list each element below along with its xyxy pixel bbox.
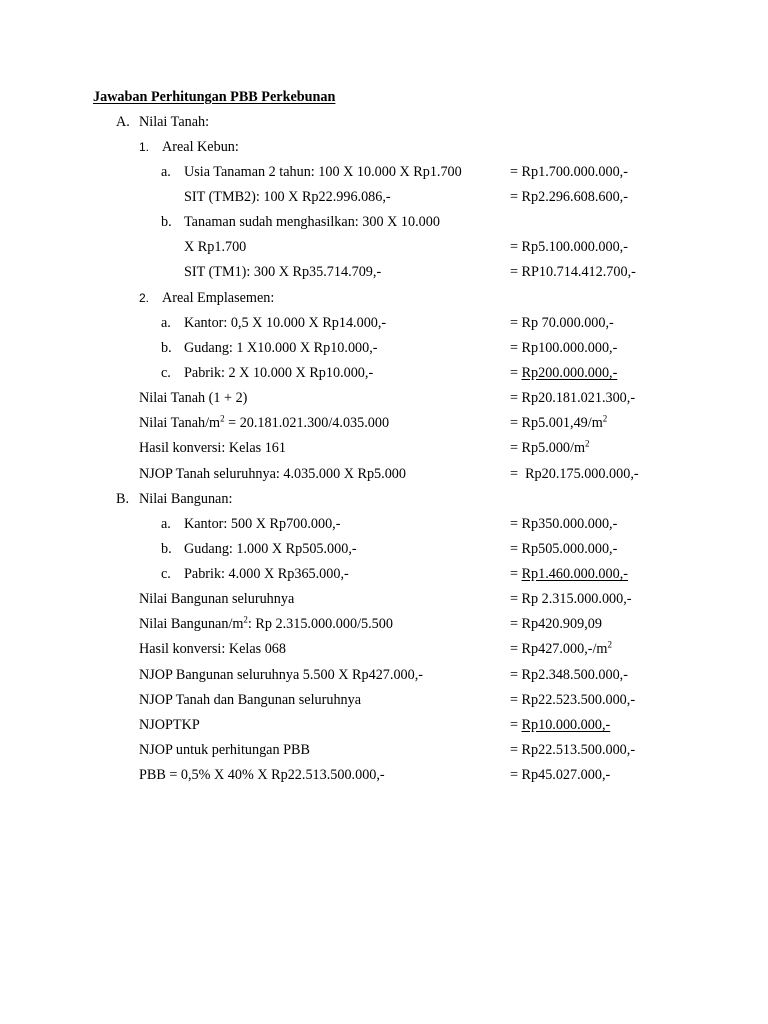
sub1-number: 1. xyxy=(139,140,150,154)
b-c-text: Pabrik: 4.000 X Rp365.000,- xyxy=(184,566,349,582)
njoptkp-value xyxy=(510,718,610,732)
nilai-tanah-m2-value-text: = Rp5.001,49/m xyxy=(510,415,603,431)
nilai-tanah-m2-text-pre: Nilai Tanah/m xyxy=(139,415,221,431)
sub2-b-value: = Rp100.000.000,- xyxy=(510,340,618,356)
section-a-title: Nilai Tanah: xyxy=(139,114,210,130)
sub2-a-value: = Rp 70.000.000,- xyxy=(510,315,614,331)
superscript-2: 2 xyxy=(243,614,248,625)
njop-pbb-text: NJOP untuk perhitungan PBB xyxy=(139,742,310,758)
sub1-a-letter: a. xyxy=(161,164,171,180)
b-c-letter: c. xyxy=(161,566,171,582)
b-a-value: = Rp350.000.000,- xyxy=(510,516,618,532)
b-b-text: Gudang: 1.000 X Rp505.000,- xyxy=(184,541,357,557)
b-c-value-prefix: = xyxy=(510,566,522,582)
sub2-a-letter: a. xyxy=(161,315,171,331)
sub1-a-text: Usia Tanaman 2 tahun: 100 X 10.000 X Rp1.700 xyxy=(184,164,462,180)
sub2-c-value-prefix: = xyxy=(510,365,522,381)
njoptkp-text: NJOPTKP xyxy=(139,717,200,733)
sub1-b-letter: b. xyxy=(161,214,172,230)
njop-tanah-bangunan-text: NJOP Tanah dan Bangunan seluruhnya xyxy=(139,692,362,708)
sub1-title: Areal Kebun: xyxy=(162,139,239,155)
nilai-bangunan-value: = Rp 2.315.000.000,- xyxy=(510,591,632,607)
section-b-label: B. xyxy=(116,491,130,507)
njop-bangunan-text: NJOP Bangunan seluruhnya 5.500 X Rp427.000,- xyxy=(139,667,423,683)
nilai-tanah-text: Nilai Tanah (1 + 2) xyxy=(139,390,248,406)
sit-tmb2-text: SIT (TMB2): 100 X Rp22.996.086,- xyxy=(184,189,391,205)
nilai-tanah-m2-text xyxy=(139,413,390,431)
hasil-konversi-b-value-text: = Rp427.000,-/m xyxy=(510,641,608,657)
superscript-2: 2 xyxy=(602,413,608,424)
sub2-b-text: Gudang: 1 X10.000 X Rp10.000,- xyxy=(184,340,378,356)
sub2-b-letter: b. xyxy=(161,340,172,356)
nilai-bangunan-text: Nilai Bangunan seluruhnya xyxy=(139,591,295,607)
section-b-title: Nilai Bangunan: xyxy=(139,491,233,507)
sub1-b-text-line2: X Rp1.700 xyxy=(184,239,247,255)
b-b-letter: b. xyxy=(161,541,172,557)
sub2-title: Areal Emplasemen: xyxy=(162,290,275,306)
b-a-text: Kantor: 500 X Rp700.000,- xyxy=(184,516,341,532)
nilai-tanah-m2-text-post: = 20.181.021.300/4.035.000 xyxy=(224,415,390,431)
b-c-value-amount: Rp1.460.000.000,- xyxy=(521,566,628,582)
njop-tanah-text: NJOP Tanah seluruhnya: 4.035.000 X Rp5.000 xyxy=(139,466,406,482)
b-a-letter: a. xyxy=(161,516,171,532)
sub1-b-text-line1: Tanaman sudah menghasilkan: 300 X 10.000 xyxy=(184,214,440,230)
nilai-bangunan-m2-text-pre: Nilai Bangunan/m xyxy=(139,616,244,632)
sit-tm1-text: SIT (TM1): 300 X Rp35.714.709,- xyxy=(184,264,382,280)
sub2-c-letter: c. xyxy=(161,365,171,381)
hasil-konversi-a-value xyxy=(510,438,590,456)
sub2-number: 2. xyxy=(139,291,150,305)
njop-bangunan-value: = Rp2.348.500.000,- xyxy=(510,667,628,683)
nilai-bangunan-m2-text-post: : Rp 2.315.000.000/5.500 xyxy=(247,616,393,632)
hasil-konversi-a-value-text: = Rp5.000/m xyxy=(510,440,586,456)
sub2-a-text: Kantor: 0,5 X 10.000 X Rp14.000,- xyxy=(184,315,387,331)
njop-tanah-value: = Rp20.175.000.000,- xyxy=(510,466,639,482)
hasil-konversi-b-text: Hasil konversi: Kelas 068 xyxy=(139,641,286,657)
sub1-a-value: = Rp1.700.000.000,- xyxy=(510,164,628,180)
sub2-c-value-amount: Rp200.000.000,- xyxy=(521,365,618,381)
sit-tmb2-value: = Rp2.296.608.600,- xyxy=(510,189,628,205)
nilai-bangunan-m2-text xyxy=(139,614,393,632)
njop-pbb-value: = Rp22.513.500.000,- xyxy=(510,742,636,758)
pbb-value: = Rp45.027.000,- xyxy=(510,767,611,783)
sub2-c-text: Pabrik: 2 X 10.000 X Rp10.000,- xyxy=(184,365,374,381)
nilai-tanah-m2-value xyxy=(510,413,608,431)
njoptkp-value-prefix: = xyxy=(510,717,522,733)
b-b-value: = Rp505.000.000,- xyxy=(510,541,618,557)
njoptkp-value-amount: Rp10.000.000,- xyxy=(521,717,611,733)
nilai-tanah-value: = Rp20.181.021.300,- xyxy=(510,390,636,406)
sub1-b-value: = Rp5.100.000.000,- xyxy=(510,239,628,255)
hasil-konversi-b-value xyxy=(510,639,612,657)
superscript-2: 2 xyxy=(585,438,590,449)
pbb-text: PBB = 0,5% X 40% X Rp22.513.500.000,- xyxy=(139,767,385,783)
sub2-c-value xyxy=(510,366,617,380)
superscript-2: 2 xyxy=(220,413,225,424)
njop-tanah-bangunan-value: = Rp22.523.500.000,- xyxy=(510,692,636,708)
nilai-bangunan-m2-value: = Rp420.909,09 xyxy=(510,616,602,632)
hasil-konversi-a-text: Hasil konversi: Kelas 161 xyxy=(139,440,286,456)
sit-tm1-value: = RP10.714.412.700,- xyxy=(510,264,636,280)
b-c-value xyxy=(510,567,628,581)
document-title: Jawaban Perhitungan PBB Perkebunan xyxy=(93,89,336,105)
superscript-2: 2 xyxy=(607,639,612,650)
section-a-label: A. xyxy=(116,114,130,130)
